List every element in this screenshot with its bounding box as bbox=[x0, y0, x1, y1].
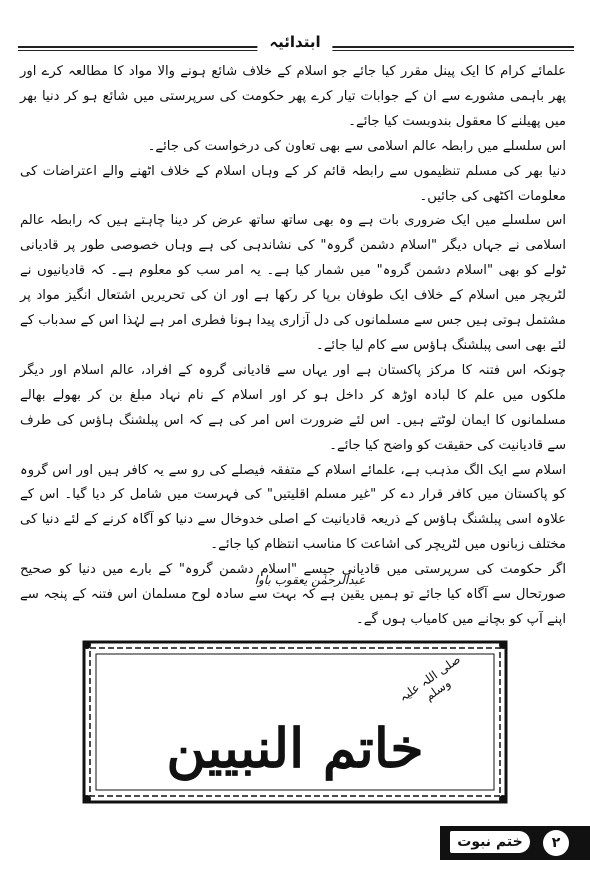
paragraph: اگر حکومت کی سرپرستی میں قادیانی جیسے "اسلام دشمن گروہ" کے بارے میں دنیا کو صحیح صورتحال سے آگاہ کیا جائے تو ہمیں یقین ہے کہ بہت سے سادہ لوح مسلمان اس فتنہ کے پنجہ سے اپنے آپ کو بچانے میں کامیاب ہوں گے۔ bbox=[20, 562, 566, 627]
paragraph: اس سلسلے میں ایک ضروری بات ہے وہ بھی ساتھ ساتھ عرض کر دینا چاہتے ہیں کہ رابطہ عالم اسلامی نے جہاں دیگر "اسلام دشمن گروہ" کی نشاندہی کی ہے وہاں خصوصی طور پر قادیانی ٹولے کو بھی "اسلام دشمن گروہ" میں شمار کیا ہے۔ یہ امر سب کو معلوم ہے۔ کہ قادیانیوں نے لٹریچر میں اسلام کے خلاف ایک طوفان برپا کر رکھا ہے اور ان کی تحریریں اشتعال انگیز مواد پر مشتمل ہوتی ہیں جس سے مسلمانوں کی دل آزاری پیدا ہونا فطری امر ہے لہٰذا اس کے سدباب کے لئے بھی اسی پبلشنگ ہاؤس سے کام لیا جائے۔ bbox=[20, 213, 566, 353]
page-number: ۲ bbox=[543, 830, 569, 856]
author-signature: عبدالرحمٰن یعقوب باوا bbox=[254, 573, 366, 587]
paragraph: چونکہ اس فتنہ کا مرکز پاکستان ہے اور یہاں سے قادیانی گروہ کے افراد، عالم اسلام اور دیگر ملکوں میں علم کا لبادہ اوڑھ کر داخل ہو کر اور اسلام کے نام نہاد مبلغ بن کر بھولے بھالے مسلمانوں کا ایمان لوٹتے ہیں۔ اس لئے ضرورت اس امر کی ہے کہ اس پبلشنگ ہاؤس کی طرف سے قادیانیت کی حقیقت کو واضح کیا جائے۔ bbox=[20, 362, 566, 453]
header-title: ابتدائیہ bbox=[257, 33, 332, 51]
paragraph: اسلام سے ایک الگ مذہب ہے، علمائے اسلام کے متفقہ فیصلے کی رو سے یہ کافر ہیں اور اس گروہ کو پاکستان میں کافر قرار دے کر "غیر مسلم اقلیتیں" کی فہرست میں شامل کر دیا گیا۔ اس کے علاوہ اسی پبلشنگ ہاؤس کے ذریعہ قادیانیت کے اصلی خدوخال سے دنیا کو آگاہ کرنے کے لئے دنیا کی مختلف زبانوں میں لٹریچر کی اشاعت کا مناسب انتظام کیا جائے۔ bbox=[20, 462, 566, 553]
calligraphy-title: خاتم النبیین bbox=[166, 716, 424, 780]
calligraphy-blessing: صلی اللہ علیہ وسلم bbox=[396, 651, 464, 705]
paragraph: علمائے کرام کا ایک پینل مقرر کیا جائے جو اسلام کے خلاف شائع ہونے والا مواد کا مطالعہ کرے اور پھر باہمی مشورے سے ان کے جوابات تیار کرے پھر حکومت کی سرپرستی میں شائع ہو کر دنیا بھر میں پھیلنے کا معقول بندوبست کیا جائے۔ bbox=[20, 64, 566, 129]
paragraph: دنیا بھر کی مسلم تنظیموں سے رابطہ قائم کر کے وہاں اسلام کے خلاف اٹھنے والے اعتراضات کی معلومات اکٹھی کی جائیں۔ bbox=[20, 163, 566, 204]
article-body bbox=[20, 60, 566, 633]
paragraph: اس سلسلے میں رابطہ عالم اسلامی سے بھی تعاون کی درخواست کی جائے۔ bbox=[147, 138, 566, 154]
footer-section-label: ختم نبوت bbox=[450, 831, 530, 853]
